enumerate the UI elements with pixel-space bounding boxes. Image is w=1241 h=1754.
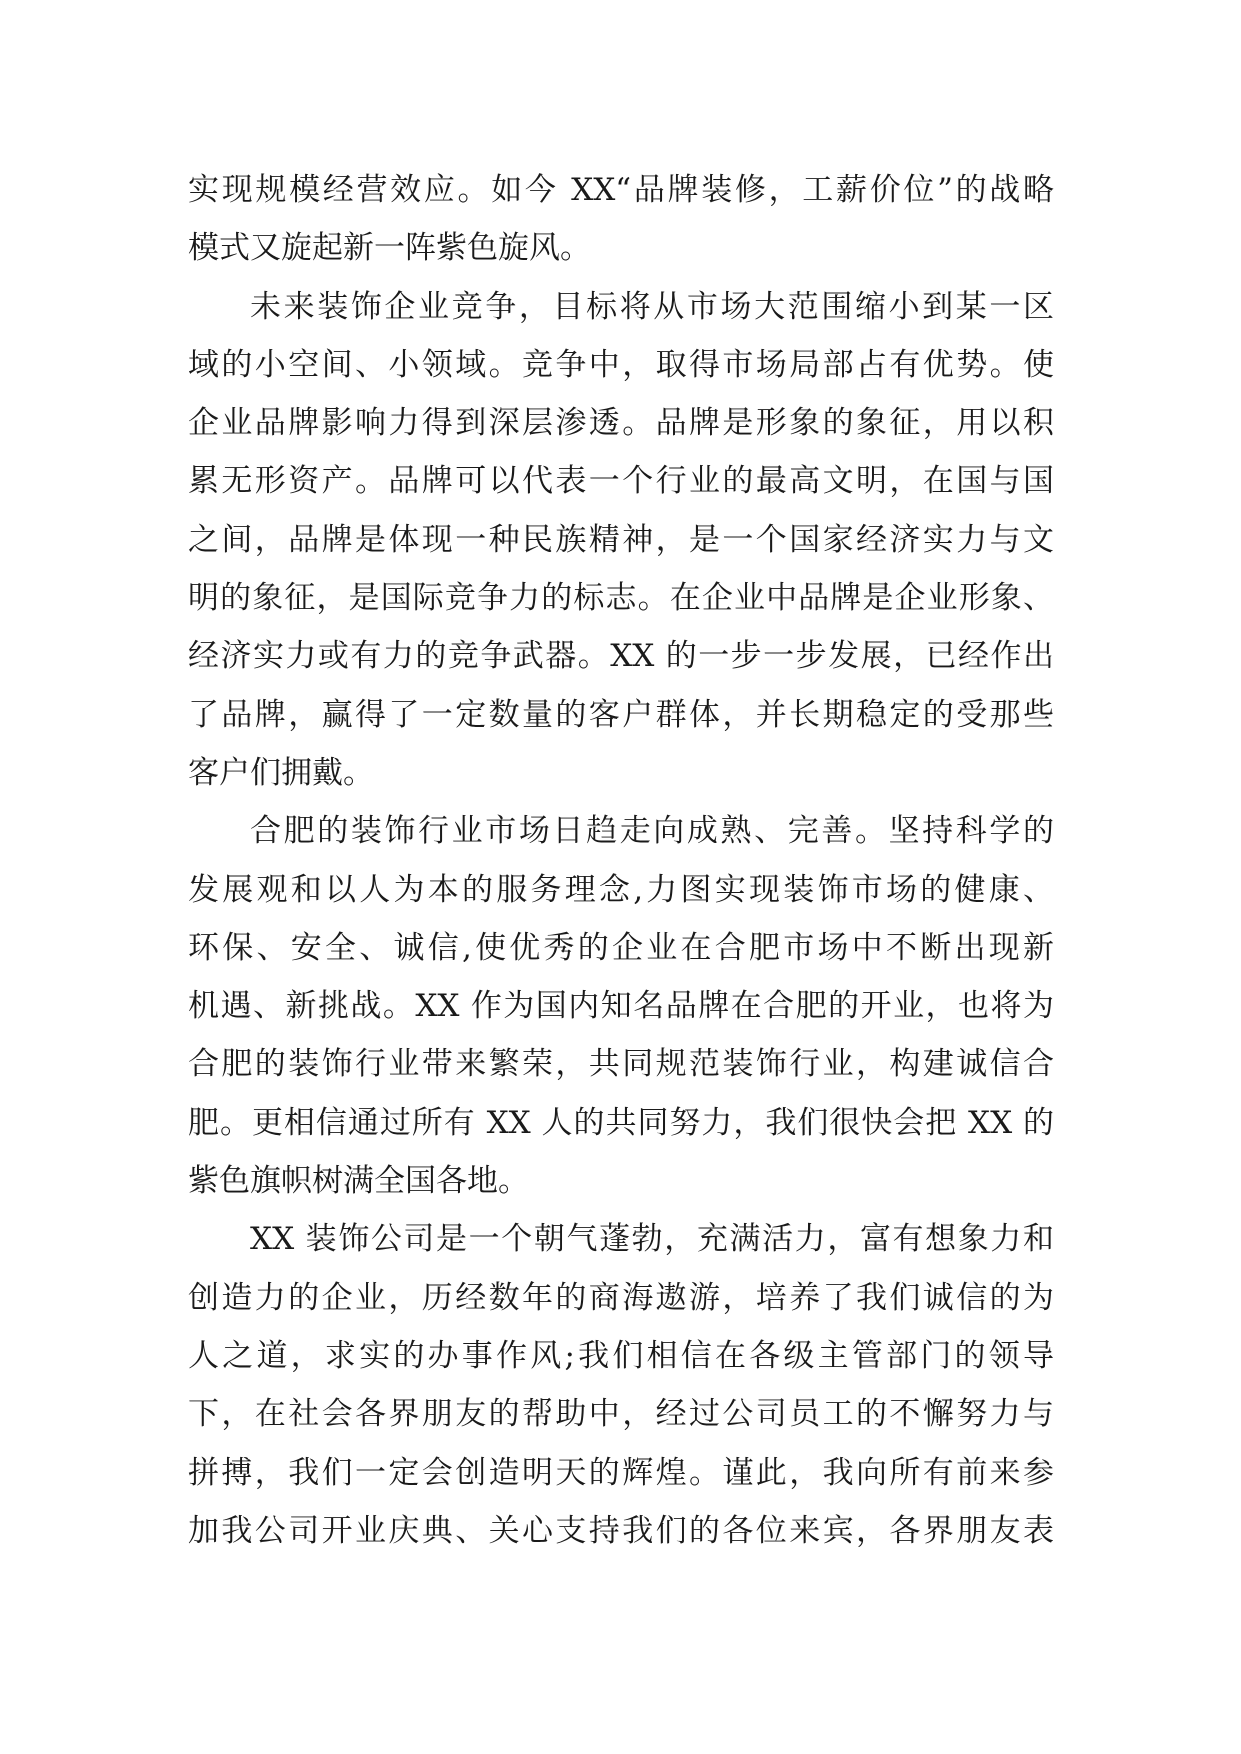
text-line: 创造力的企业，历经数年的商海遨游，培养了我们诚信的为 (188, 1279, 1054, 1316)
text-line: 机遇、新挑战。XX 作为国内知名品牌在合肥的开业，也将为 (188, 988, 1054, 1025)
text-line: 紫色旗帜树满全国各地。 (188, 1163, 529, 1200)
text-line: 企业品牌影响力得到深层渗透。品牌是形象的象征，用以积 (188, 405, 1054, 442)
text-line: 合肥的装饰行业带来繁荣，共同规范装饰行业，构建诚信合 (188, 1046, 1054, 1083)
text-line: 人之道，求实的办事作风;我们相信在各级主管部门的领导 (188, 1337, 1054, 1374)
text-line: 加我公司开业庆典、关心支持我们的各位来宾，各界朋友表 (188, 1512, 1054, 1549)
text-line: 了品牌，赢得了一定数量的客户群体，并长期稳定的受那些 (188, 696, 1054, 733)
text-line: XX 装饰公司是一个朝气蓬勃，充满活力，富有想象力和 (250, 1221, 1054, 1258)
paragraph-4 (188, 1210, 1054, 1560)
text-line: 经济实力或有力的竞争武器。XX 的一步一步发展，已经作出 (188, 638, 1054, 675)
document-body (188, 161, 1054, 1560)
text-line: 模式又旋起新一阵紫色旋风。 (188, 230, 591, 267)
text-line: 拼搏，我们一定会创造明天的辉煌。谨此，我向所有前来参 (188, 1454, 1054, 1491)
text-line: 肥。更相信通过所有 XX 人的共同努力，我们很快会把 XX 的 (188, 1104, 1054, 1141)
paragraph-1 (188, 161, 1054, 278)
text-line: 发展观和以人为本的服务理念,力图实现装饰市场的健康、 (188, 871, 1054, 908)
text-line: 合肥的装饰行业市场日趋走向成熟、完善。坚持科学的 (250, 813, 1054, 850)
text-line: 未来装饰企业竞争，目标将从市场大范围缩小到某一区 (250, 288, 1054, 325)
text-line: 明的象征，是国际竞争力的标志。在企业中品牌是企业形象、 (188, 580, 1054, 617)
text-line: 累无形资产。品牌可以代表一个行业的最高文明，在国与国 (188, 463, 1054, 500)
paragraph-3 (188, 802, 1054, 1210)
text-line: 下，在社会各界朋友的帮助中，经过公司员工的不懈努力与 (188, 1396, 1054, 1433)
text-line: 环保、安全、诚信,使优秀的企业在合肥市场中不断出现新 (188, 929, 1054, 966)
text-line: 之间，品牌是体现一种民族精神，是一个国家经济实力与文 (188, 521, 1054, 558)
paragraph-2 (188, 278, 1054, 803)
text-line: 实现规模经营效应。如今 XX“品牌装修，工薪价位”的战略 (188, 172, 1054, 208)
text-line: 域的小空间、小领域。竞争中，取得市场局部占有优势。使 (188, 346, 1054, 383)
text-line: 客户们拥戴。 (188, 754, 374, 791)
